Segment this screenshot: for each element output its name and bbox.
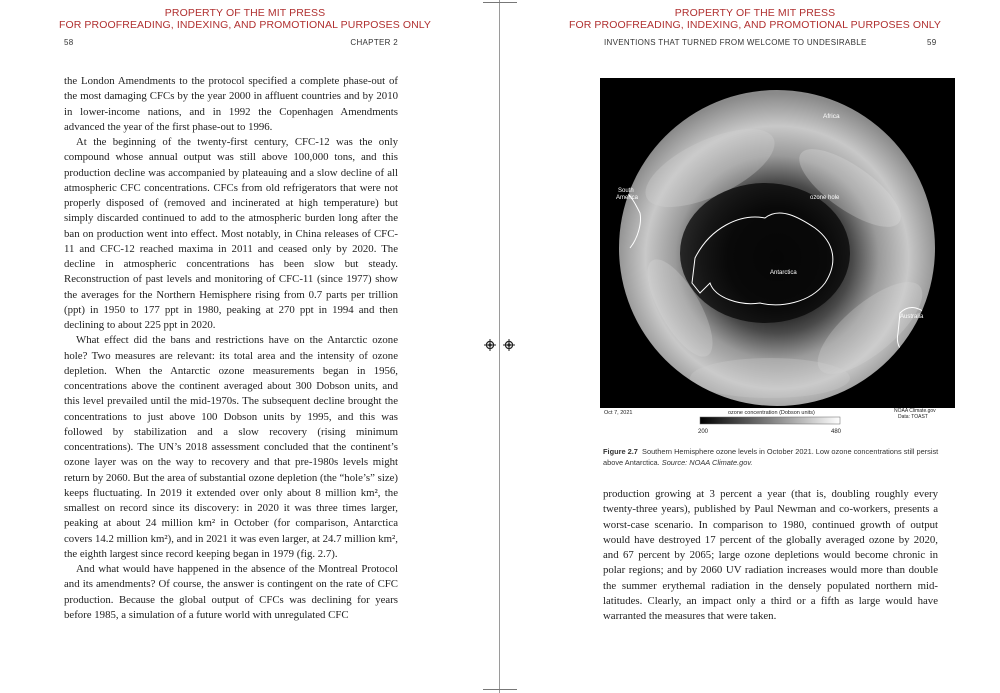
watermark-line-1: PROPERTY OF THE MIT PRESS (674, 7, 836, 19)
paragraph: At the beginning of the twenty-first century, CFC-12 was the only compound whose annual output was still above 100,000 tons, and this production decline was accompanied by plateauing and a slow decline of all atmospheric CFC concentrations. CFCs from old refrigerators that were not properly disposed of (removed and incinerated at high temperature) but simply discarded continued to add to the atmospheric burden long after the ban on production went into effect. Most notably, in China releases of CFC-11 and CFC-12 reached maxima in 2011 and ceased only by 2020. The decline in atmospheric concentrations has been slow but steady. Reconstruction of past levels and monitoring of CFC-11 (since 1977) show the averages for the Northern Hemisphere rising from 0.7 parts per trillion (ppt) in 1950 to 177 ppt in 1980, peaking at 270 ppt in 1994 and then declining to about 225 ppt in 2020. (64, 136, 398, 331)
left-page (0, 0, 490, 693)
body-text (603, 487, 938, 624)
body-text (64, 74, 398, 623)
colorbar-max: 480 (831, 429, 842, 435)
map-label-south-america: South (618, 188, 634, 194)
paragraph: And what would have happened in the absence of the Montreal Protocol and its amendments? Of course, the answer is contingent on the rate of CFC production. Because the global output of CFCs was declining for years before 1985, a simulation of a future world with unregulated CFC (64, 563, 398, 621)
paragraph: What effect did the bans and restrictions have on the Antarctic ozone hole? Two measures are relevant: its total area and the intensity of ozone depletion. When the Antarctic ozone measurements began in 1956, concentrations above the continent averaged about 300 Dobson units, and this level prevailed until the mid-1970s. The subsequent decline brought the concentrations to just above 100 Dobson units by 1995, and this was followed by stabilization and a slow recovery (rising minimum concentrations). The UN’s 2018 assessment concluded that the continent’s ozone layer was on the way to recovery and that pre-1980s levels might return by 2060. But the area of substantial ozone depletion (the “hole’s” size) keeps fluctuating. In 2019 it extended over only about 8 million km², the smallest on record since its discovery: in 2020 it was three times larger, peaking at about 24 million km² in October (for comparison, Antarctica covers 14.2 million km²), and in 2021 it was even larger, at 24.7 million km², the eighth largest since record keeping began in 1979 (fig. 2.7). (64, 334, 398, 560)
map-label-africa: Africa (823, 113, 840, 120)
watermark-line-1: PROPERTY OF THE MIT PRESS (164, 7, 326, 19)
caption-label: Figure 2.7 (603, 447, 638, 456)
figure-date: Oct 7, 2021 (604, 410, 633, 416)
ozone-colorbar (700, 417, 840, 424)
figure-credit: NOAA Climate.gov (894, 408, 936, 414)
caption-source: Source: NOAA Climate.gov. (661, 458, 753, 467)
figure-caption (603, 446, 941, 468)
running-head: INVENTIONS THAT TURNED FROM WELCOME TO UNDESIRABLE (604, 38, 867, 47)
colorbar-label: ozone concentration (Dobson units) (728, 410, 815, 416)
ozone-map-image (600, 78, 955, 440)
watermark-line-2: FOR PROOFREADING, INDEXING, AND PROMOTIONAL PURPOSES ONLY (568, 19, 942, 31)
proof-watermark (510, 7, 1000, 31)
ozone-map-figure (600, 78, 955, 440)
right-page (510, 0, 1000, 693)
figure-credit: Data: TOAST (898, 414, 928, 420)
paragraph: production growing at 3 percent a year (that is, doubling roughly every twenty-three years), published by Paul Newman and co-workers, presents a worst-case scenario. In comparison to 1980, continued growth of output would have destroyed 17 percent of the globally averaged ozone by 2020, and 67 percent by 2065; large ozone depletions would become chronic in polar regions; and by 2060 UV radiation increases would more than double the summer erythemal radiation in the densely populated northern mid-latitudes. Clearly, an impact only a third or a fifth as large would have warranted the measures that were taken. (603, 488, 938, 622)
map-label-south-america: America (616, 195, 639, 201)
running-head: CHAPTER 2 (350, 38, 398, 47)
colorbar-min: 200 (698, 429, 709, 435)
page-number: 58 (64, 38, 74, 47)
paragraph: the London Amendments to the protocol specified a complete phase-out of the most damaging CFCs by the year 2000 in affluent countries and by 2010 in lower-income nations, and in 1992 the Copenhagen Amendments advanced the year of the first phase-out to 1996. (64, 75, 398, 133)
page-gutter (499, 0, 500, 693)
watermark-line-2: FOR PROOFREADING, INDEXING, AND PROMOTIONAL PURPOSES ONLY (58, 19, 432, 31)
map-label-ozone-hole: ozone hole (810, 195, 840, 201)
map-label-antarctica: Antarctica (770, 270, 797, 276)
caption-text: Southern Hemisphere ozone levels in October 2021. Low ozone concentrations still persist above Antarctica. (603, 447, 939, 467)
proof-watermark (0, 7, 490, 31)
page-number: 59 (927, 38, 937, 47)
map-label-australia: Australia (900, 314, 924, 320)
